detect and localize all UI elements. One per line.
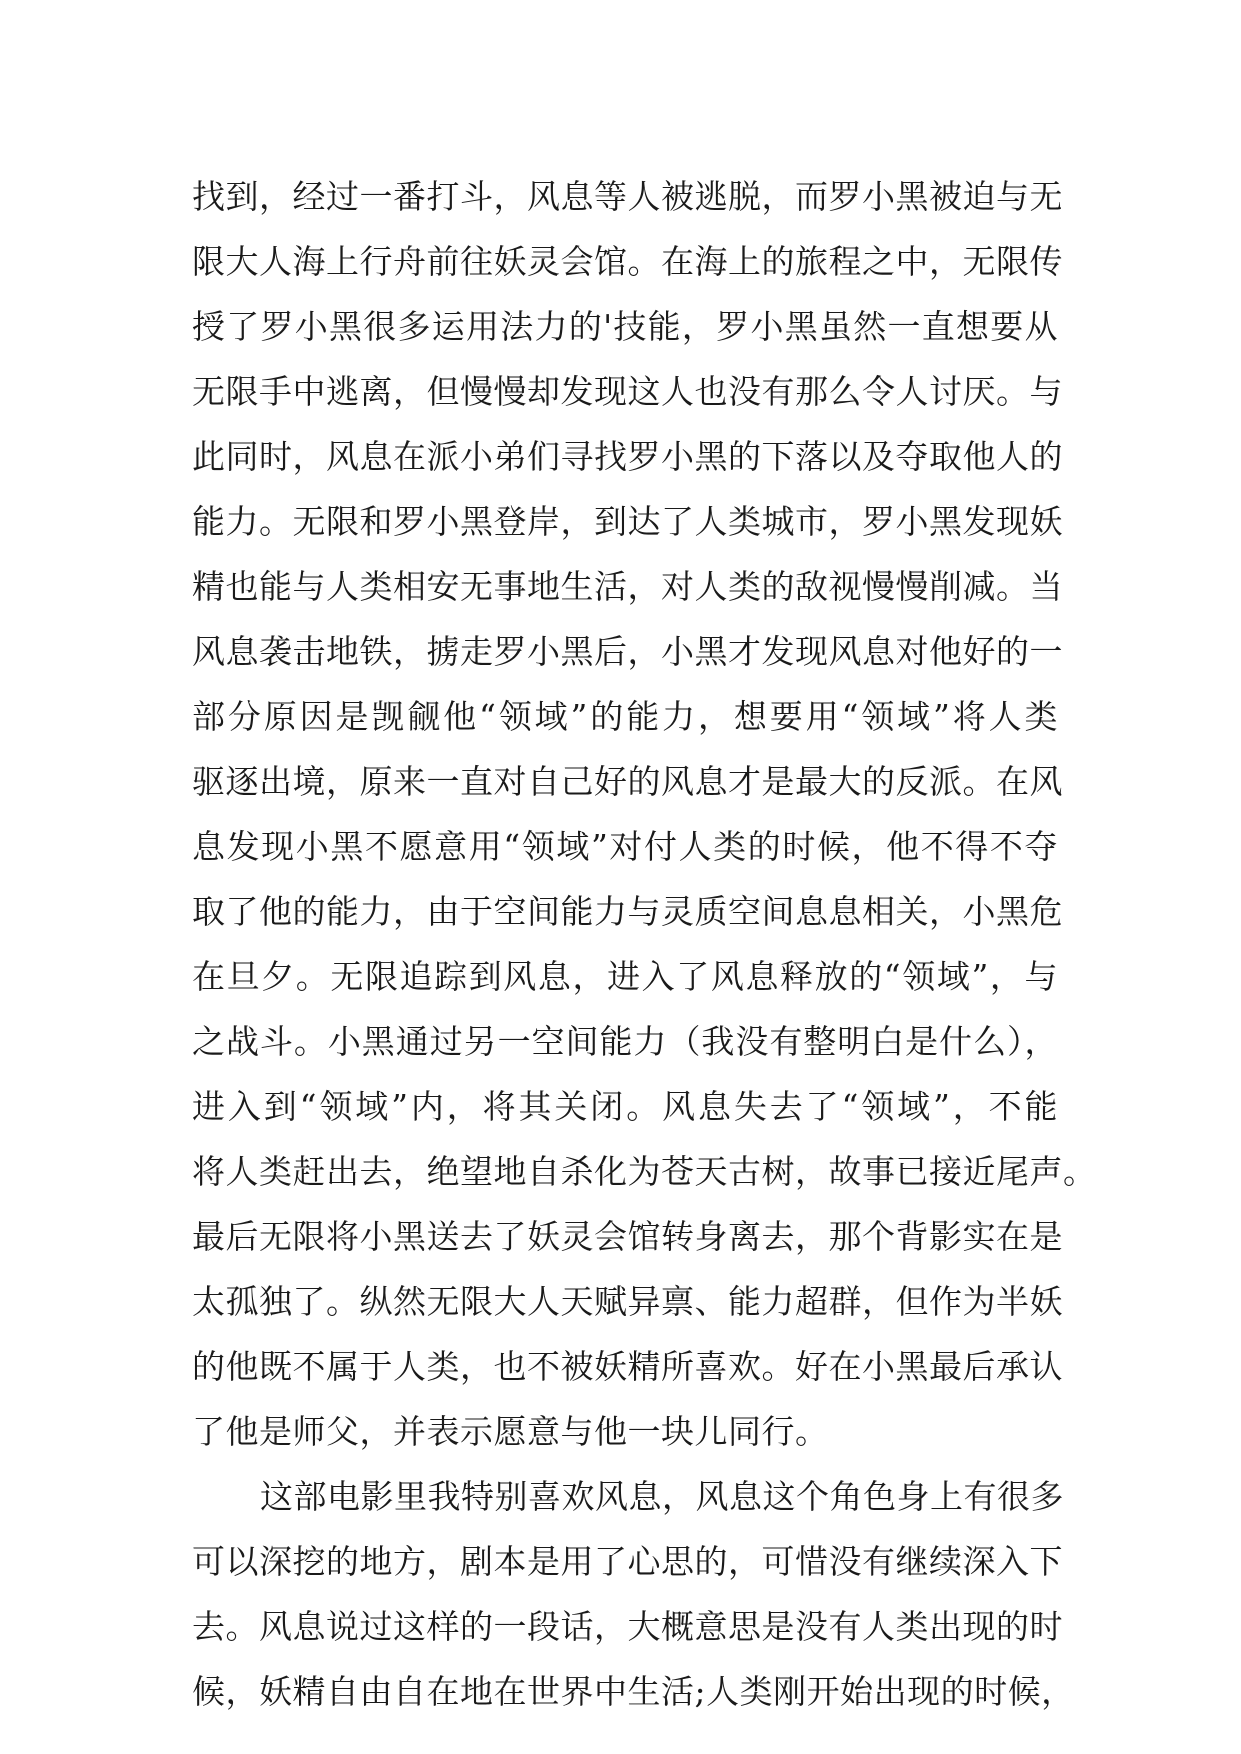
text-line: 授了罗小黑很多运用法力的'技能，罗小黑虽然一直想要从 <box>192 307 1058 346</box>
text-line: 找到，经过一番打斗，风息等人被逃脱，而罗小黑被迫与无 <box>192 177 1063 216</box>
body-text <box>192 164 1097 1724</box>
text-line: 去。风息说过这样的一段话，大概意思是没有人类出现的时 <box>192 1607 1063 1646</box>
text-line: 将人类赶出去，绝望地自杀化为苍天古树，故事已接近尾声。 <box>192 1152 1097 1191</box>
text-line: 能力。无限和罗小黑登岸，到达了人类城市，罗小黑发现妖 <box>192 502 1063 541</box>
text-line: 部分原因是觊觎他“领域”的能力，想要用“领域”将人类 <box>192 697 1058 736</box>
text-line: 精也能与人类相安无事地生活，对人类的敌视慢慢削减。当 <box>192 567 1063 606</box>
text-line: 之战斗。小黑通过另一空间能力（我没有整明白是什么）， <box>192 1022 1058 1061</box>
text-line: 这部电影里我特别喜欢风息，风息这个角色身上有很多 <box>260 1477 1064 1516</box>
text-line: 息发现小黑不愿意用“领域”对付人类的时候，他不得不夺 <box>192 827 1058 866</box>
text-line: 候，妖精自由自在地在世界中生活;人类刚开始出现的时候， <box>192 1672 1075 1711</box>
text-line: 进入到“领域”内，将其关闭。风息失去了“领域”，不能 <box>192 1087 1058 1126</box>
paragraph-1 <box>192 164 1097 1464</box>
text-line: 可以深挖的地方，剧本是用了心思的，可惜没有继续深入下 <box>192 1542 1063 1581</box>
text-line: 在旦夕。无限追踪到风息，进入了风息释放的“领域”，与 <box>192 957 1058 996</box>
text-line: 的他既不属于人类，也不被妖精所喜欢。好在小黑最后承认 <box>192 1347 1063 1386</box>
text-line: 取了他的能力，由于空间能力与灵质空间息息相关，小黑危 <box>192 892 1063 931</box>
text-line: 最后无限将小黑送去了妖灵会馆转身离去，那个背影实在是 <box>192 1217 1063 1256</box>
paragraph-2 <box>192 1464 1075 1724</box>
text-line: 限大人海上行舟前往妖灵会馆。在海上的旅程之中，无限传 <box>192 242 1063 281</box>
text-line: 无限手中逃离，但慢慢却发现这人也没有那么令人讨厌。与 <box>192 372 1063 411</box>
text-line: 此同时，风息在派小弟们寻找罗小黑的下落以及夺取他人的 <box>192 437 1063 476</box>
text-line: 太孤独了。纵然无限大人天赋异禀、能力超群，但作为半妖 <box>192 1282 1063 1321</box>
text-line: 驱逐出境，原来一直对自己好的风息才是最大的反派。在风 <box>192 762 1063 801</box>
text-line: 了他是师父，并表示愿意与他一块儿同行。 <box>192 1412 829 1451</box>
text-line: 风息袭击地铁，掳走罗小黑后，小黑才发现风息对他好的一 <box>192 632 1063 671</box>
